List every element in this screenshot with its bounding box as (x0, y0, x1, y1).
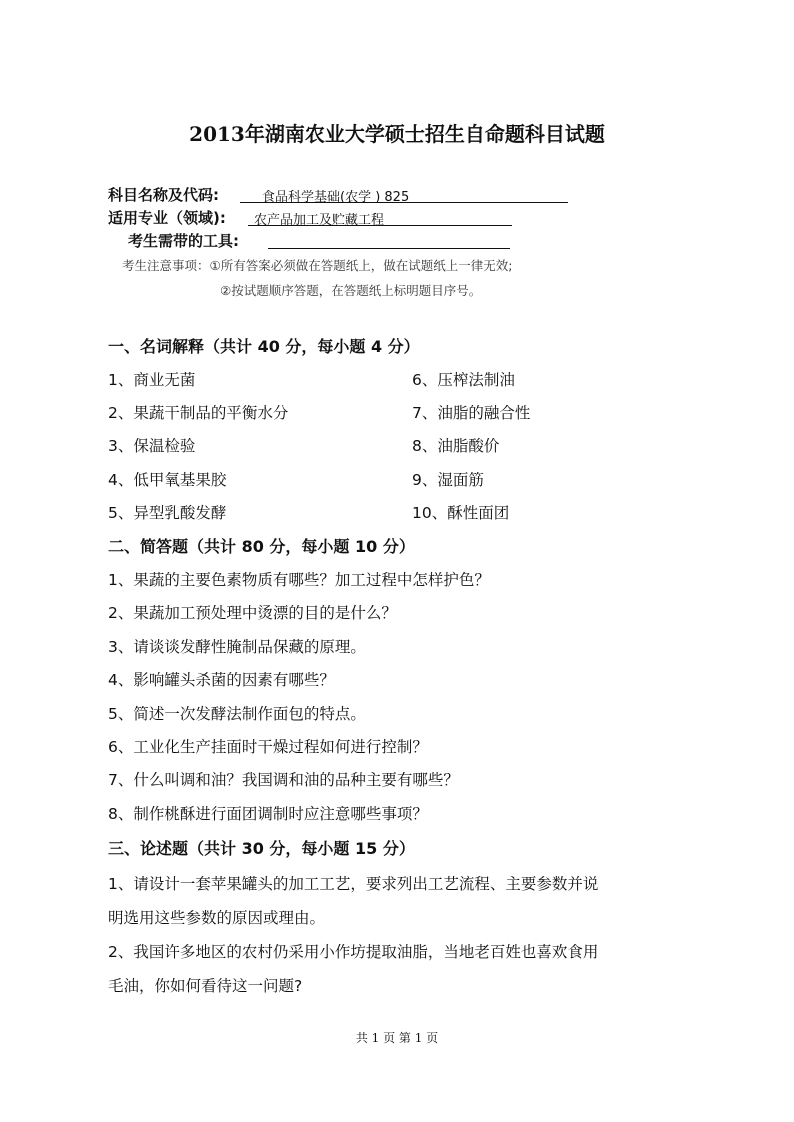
section-heading: 一、名词解释（共计 40 分，每小题 4 分） (108, 337, 420, 356)
field-label-major: 适用专业（领域): (108, 209, 226, 227)
list-item: 3、保温检验 (108, 437, 196, 455)
list-item: 明选用这些参数的原因或理由。 (108, 909, 326, 927)
list-item: 6、压榨法制油 (412, 371, 515, 389)
list-item: 8、制作桃酥进行面团调制时应注意哪些事项？ (108, 805, 428, 823)
list-item: 4、影响罐头杀菌的因素有哪些？ (108, 671, 335, 689)
list-item: 1、请设计一套苹果罐头的加工工艺，要求列出工艺流程、主要参数并说 (108, 875, 599, 893)
section-heading: 三、论述题（共计 30 分，每小题 15 分） (108, 839, 415, 858)
list-item: 3、请谈谈发酵性腌制品保藏的原理。 (108, 638, 366, 656)
list-item: 1、果蔬的主要色素物质有哪些？加工过程中怎样护色？ (108, 571, 490, 589)
list-item: 9、湿面筋 (412, 471, 484, 489)
list-item: 6、工业化生产挂面时干燥过程如何进行控制？ (108, 738, 428, 756)
page-title: 2013年湖南农业大学硕士招生自命题科目试题 (189, 122, 605, 146)
field-underline (268, 248, 510, 249)
field-label-subject: 科目名称及代码: (108, 186, 219, 204)
list-item: 2、果蔬加工预处理中烫漂的目的是什么？ (108, 604, 397, 622)
field-value-major: 农产品加工及贮藏工程 (254, 213, 385, 228)
note-line: 考生注意事项：①所有答案必须做在答题纸上，做在试题纸上一律无效; (122, 258, 513, 273)
field-label-tools: 考生需带的工具: (128, 232, 239, 250)
list-item: 5、异型乳酸发酵 (108, 504, 227, 522)
section-heading: 二、简答题（共计 80 分，每小题 10 分） (108, 537, 415, 556)
list-item: 7、什么叫调和油？我国调和油的品种主要有哪些？ (108, 771, 459, 789)
note-line: ②按试题顺序答题，在答题纸上标明题目序号。 (220, 283, 482, 298)
list-item: 8、油脂酸价 (412, 437, 500, 455)
list-item: 1、商业无菌 (108, 371, 196, 389)
list-item: 2、我国许多地区的农村仍采用小作坊提取油脂，当地老百姓也喜欢食用 (108, 943, 599, 961)
list-item: 2、果蔬干制品的平衡水分 (108, 404, 289, 422)
list-item: 4、低甲氧基果胶 (108, 471, 227, 489)
list-item: 毛油，你如何看待这一问题? (108, 977, 303, 995)
page-footer: 共 1 页 第 1 页 (355, 1031, 439, 1045)
field-value-subject: 食品科学基础(农学 ) 825 (262, 190, 410, 205)
list-item: 10、酥性面团 (412, 504, 510, 522)
list-item: 7、油脂的融合性 (412, 404, 531, 422)
list-item: 5、简述一次发酵法制作面包的特点。 (108, 705, 366, 723)
